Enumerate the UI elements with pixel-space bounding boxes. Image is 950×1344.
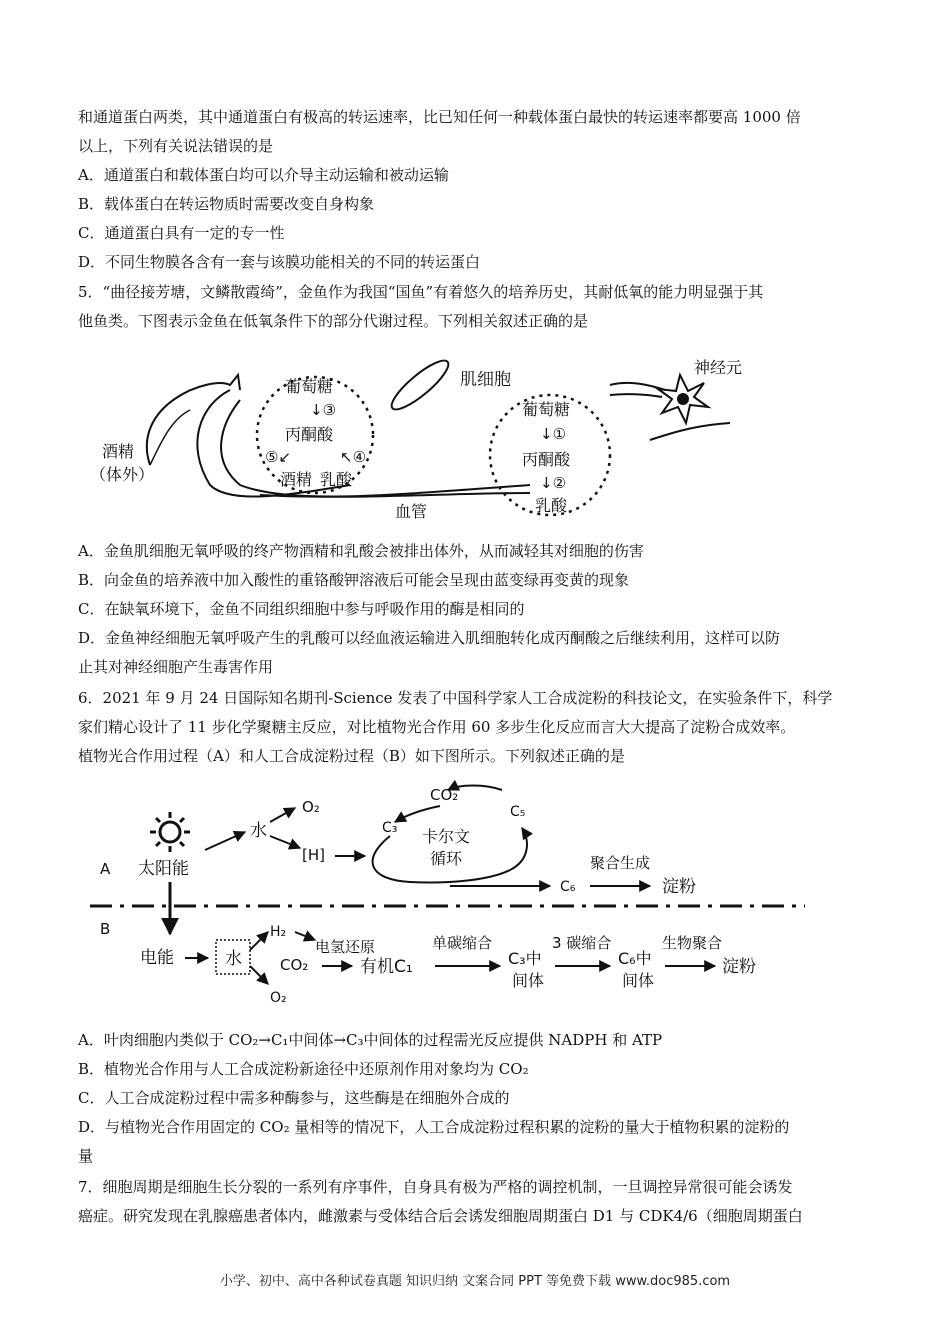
glucose-label: 葡萄糖 <box>522 400 571 419</box>
electric-energy-label: 电能 <box>140 948 174 968</box>
q7-stem: 癌症。研究发现在乳腺癌患者体内，雌激素与受体结合后会诱发细胞周期蛋白 D1 与 CDK4/6（细胞周期蛋白 <box>78 1207 803 1225</box>
option-c: C．人工合成淀粉过程中需多种酶参与，这些酶是在细胞外合成的 <box>78 1089 510 1107</box>
sun-icon <box>150 812 190 852</box>
option-c: C．通道蛋白具有一定的专一性 <box>78 224 285 242</box>
muscle-cell-shape <box>386 354 454 416</box>
q7-stem: 7．细胞周期是细胞生长分裂的一系列有序事件，自身具有极为严格的调控机制，一旦调控异常很可能会诱发 <box>78 1178 793 1196</box>
option-a: A．金鱼肌细胞无氧呼吸的终产物酒精和乳酸会被排出体外，从而减轻其对细胞的伤害 <box>78 542 644 560</box>
muscle-cell-label: 肌细胞 <box>460 370 511 390</box>
step-4-label: ↖④ <box>340 448 367 466</box>
step-2-label: ↓② <box>540 474 567 492</box>
nadph-label: [H] <box>302 846 325 864</box>
single-carbon-condensation-label: 单碳缩合 <box>432 934 493 952</box>
q6-stem: 植物光合作用过程（A）和人工合成淀粉过程（B）如下图所示。下列叙述正确的是 <box>78 747 625 765</box>
question-text: 以上，下列有关说法错误的是 <box>78 137 274 155</box>
blood-vessel-label: 血管 <box>395 502 428 521</box>
fish-body-outline <box>147 375 240 465</box>
c3-intermediate-label: C₃中 <box>508 949 542 968</box>
three-carbon-condensation-label: 3 碳缩合 <box>552 934 612 952</box>
pathway-b-label: B <box>100 920 111 938</box>
pathway-a-label: A <box>100 860 111 878</box>
lactate-label: 乳酸 <box>535 496 568 515</box>
c5-label: C₅ <box>510 804 526 820</box>
option-d: D．不同生物膜各含有一套与该膜功能相关的不同的转运蛋白 <box>78 253 481 271</box>
option-d-continued: 止其对神经细胞产生毒害作用 <box>78 658 274 676</box>
h2-reduction-label: 电氢还原 <box>315 938 376 956</box>
solar-energy-label: 太阳能 <box>138 859 189 879</box>
starch-synthesis-figure <box>90 770 810 1020</box>
option-d: D．金鱼神经细胞无氧呼吸产生的乳酸可以经血液运输进入肌细胞转化成丙酮酸之后继续利用，这样可以防 <box>78 629 781 647</box>
option-d: D．与植物光合作用固定的 CO₂ 量相等的情况下，人工合成淀粉过程积累的淀粉的量大于植物积累的淀粉的 <box>78 1118 790 1136</box>
pyruvate-label: 丙酮酸 <box>285 425 334 444</box>
c6-intermediate-label: C₆中 <box>618 949 652 968</box>
external-alcohol-label: 酒精 <box>102 442 135 461</box>
pyruvate-label: 丙酮酸 <box>522 450 571 469</box>
c3-label: C₃ <box>382 820 398 836</box>
alcohol-label: 酒精 <box>280 470 313 489</box>
bio-polymerization-label: 生物聚合 <box>662 934 723 952</box>
glucose-label: 葡萄糖 <box>285 377 334 396</box>
co2-label: CO₂ <box>430 786 459 804</box>
external-alcohol-label: （体外） <box>90 465 155 484</box>
step-5-label: ⑤↙ <box>265 448 292 466</box>
page-footer: 小学、初中、高中各种试卷真题 知识归纳 文案合同 PPT 等免费下载 www.doc985.com <box>219 1274 731 1289</box>
starch-label: 淀粉 <box>662 877 696 897</box>
calvin-cycle-label: 卡尔文 <box>422 827 471 846</box>
c6-label: C₆ <box>560 879 576 895</box>
starch-label: 淀粉 <box>722 957 756 977</box>
option-d-continued: 量 <box>78 1147 94 1165</box>
hydrogen-label: H₂ <box>270 924 287 940</box>
q6-stem: 6．2021 年 9 月 24 日国际知名期刊-Science 发表了中国科学家人工合成淀粉的科技论文，在实验条件下，科学 <box>78 689 833 707</box>
organic-c1-label: 有机C₁ <box>360 957 413 977</box>
step-1-label: ↓① <box>540 425 567 443</box>
neuron-label: 神经元 <box>694 358 743 377</box>
option-a: A．通道蛋白和载体蛋白均可以介导主动运输和被动运输 <box>78 166 449 184</box>
option-b: B．载体蛋白在转运物质时需要改变自身构象 <box>78 195 375 213</box>
calvin-cycle-label: 循环 <box>430 849 463 868</box>
co2-label: CO₂ <box>280 956 309 974</box>
polymerize-label: 聚合生成 <box>590 854 651 872</box>
c6-intermediate-label: 间体 <box>622 971 655 990</box>
c3-intermediate-label: 间体 <box>512 971 545 990</box>
option-b: B．向金鱼的培养液中加入酸性的重铬酸钾溶液后可能会呈现由蓝变绿再变黄的现象 <box>78 571 630 589</box>
water-label: 水 <box>250 821 267 841</box>
question-text: 和通道蛋白两类，其中通道蛋白有极高的转运速率，比已知任何一种载体蛋白最快的转运速率都要高 1000 倍 <box>78 108 801 126</box>
option-b: B．植物光合作用与人工合成淀粉新途径中还原剂作用对象均为 CO₂ <box>78 1060 529 1078</box>
step-3-label: ↓③ <box>310 401 337 419</box>
option-c: C．在缺氧环境下，金鱼不同组织细胞中参与呼吸作用的酶是相同的 <box>78 600 525 618</box>
water-label: 水 <box>225 949 242 969</box>
option-a: A．叶肉细胞内类似于 CO₂→C₁中间体→C₃中间体的过程需光反应提供 NADPH 和 ATP <box>78 1031 663 1049</box>
q5-stem: 5．“曲径接芳塘，文鳞散霞绮”，金鱼作为我国“国鱼”有着悠久的培养历史，其耐低氧的能力明显强于其 <box>78 283 764 301</box>
q6-stem: 家们精心设计了 11 步化学聚糖主反应，对比植物光合作用 60 多步生化反应而言大大提高了淀粉合成效率。 <box>78 718 796 736</box>
oxygen-label: O₂ <box>270 990 287 1006</box>
oxygen-label: O₂ <box>302 798 320 816</box>
q5-stem: 他鱼类。下图表示金鱼在低氧条件下的部分代谢过程。下列相关叙述正确的是 <box>78 312 589 330</box>
goldfish-metabolism-figure <box>90 345 743 525</box>
lactate-label: 乳酸 <box>320 470 353 489</box>
